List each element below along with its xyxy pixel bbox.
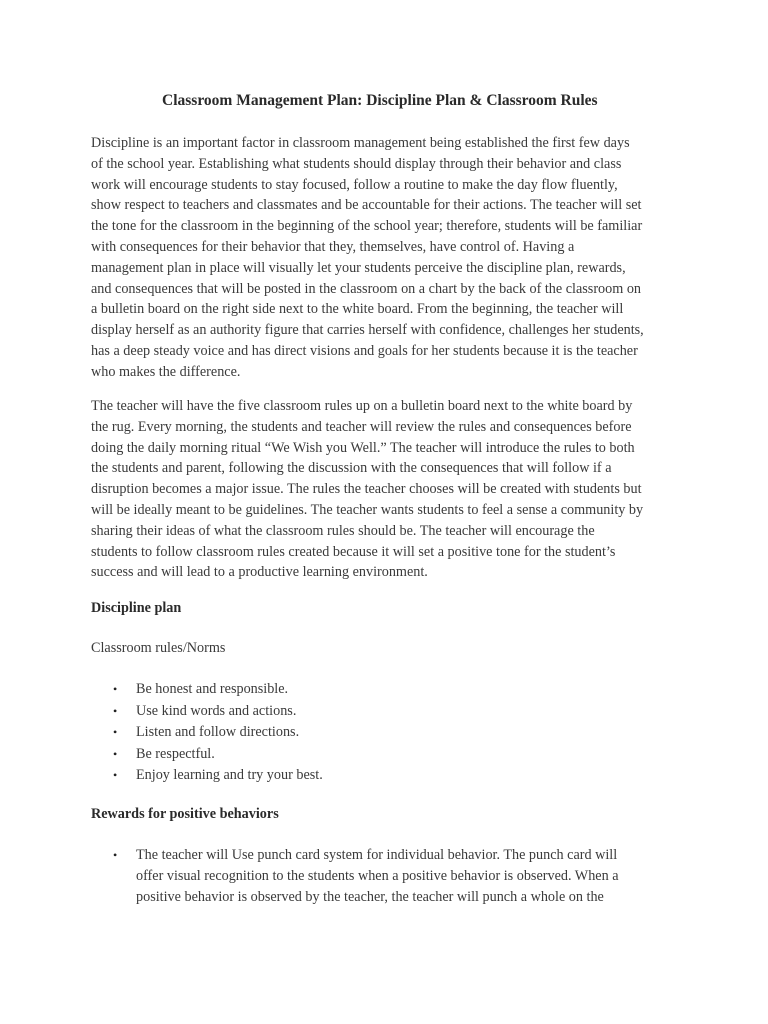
bullet-icon: •: [113, 725, 118, 740]
reward-line: The teacher will Use punch card system for individual behavior. The punch card will: [136, 847, 618, 863]
bullet-icon: •: [113, 848, 118, 862]
intro-paragraph: [91, 133, 691, 383]
bullet-icon: •: [113, 682, 118, 696]
rule-text: Be honest and responsible.: [136, 681, 289, 697]
paragraph-line: has a deep steady voice and has direct visions and goals for her students because it is the teacher: [91, 342, 638, 359]
paragraph-line: who makes the difference.: [91, 363, 241, 380]
reward-line: positive behavior is observed by the teacher, the teacher will punch a whole on the: [136, 889, 604, 905]
classroom-rules-subheading: Classroom rules/Norms: [91, 640, 226, 656]
paragraph-line: display herself as an authority figure that carries herself with confidence, challenges her students,: [91, 322, 644, 339]
bullet-icon: •: [113, 768, 118, 783]
paragraph-line: with consequences for their behavior that they, themselves, have control of. Having a: [91, 238, 575, 255]
list-item: [0, 722, 300, 744]
reward-text: [136, 845, 696, 908]
paragraph-line: Discipline is an important factor in classroom management being established the first few days: [91, 135, 630, 151]
paragraph-line: students to follow classroom rules created because it will set a positive tone for the student’s: [91, 543, 616, 560]
paragraph-line: the students and parent, following the discussion with the consequences that will follow if a: [91, 460, 612, 477]
bullet-icon: •: [113, 746, 118, 761]
reward-line: offer visual recognition to the students when a positive behavior is observed. When a: [136, 868, 619, 884]
paragraph-line: of the school year. Establishing what students should display through their behavior and class: [91, 155, 622, 172]
paragraph-line: The teacher will have the five classroom rules up on a bulletin board next to the white board by: [91, 398, 633, 414]
paragraph-line: the tone for the classroom in the beginning of the school year; therefore, students will be familiar: [91, 218, 643, 235]
list-item: [0, 701, 297, 723]
paragraph-line: the rug. Every morning, the students and teacher will review the rules and consequences before: [91, 418, 632, 435]
paragraph-line: sharing their ideas of what the classroom rules should be. The teacher will encourage the: [91, 522, 595, 539]
list-item: [0, 679, 289, 701]
classroom-rules-list: [0, 679, 323, 787]
paragraph-line: a bulletin board on the right side next to the white board. From the beginning, the teacher will: [91, 301, 624, 318]
paragraph-line: show respect to teachers and classmates and be accountable for their actions. The teacher will set: [91, 197, 642, 214]
paragraph-line: doing the daily morning ritual “We Wish you Well.” The teacher will introduce the rules to both: [91, 439, 635, 456]
document-title: Classroom Management Plan: Discipline Plan & Classroom Rules: [162, 92, 598, 109]
list-item: [0, 845, 619, 908]
paragraph-line: management plan in place will visually let your students perceive the discipline plan, rewards,: [91, 259, 626, 276]
rewards-heading: Rewards for positive behaviors: [91, 806, 279, 822]
rule-text: Enjoy learning and try your best.: [136, 767, 323, 784]
rule-text: Use kind words and actions.: [136, 702, 297, 719]
rule-text: Be respectful.: [136, 745, 215, 762]
bullet-icon: •: [113, 703, 118, 718]
paragraph-line: and consequences that will be posted in the classroom on a chart by the back of the classroom on: [91, 280, 642, 297]
rule-text: Listen and follow directions.: [136, 724, 300, 741]
discipline-plan-heading: Discipline plan: [91, 600, 182, 616]
paragraph-line: disruption becomes a major issue. The rules the teacher chooses will be created with students but: [91, 481, 642, 498]
list-item: [0, 765, 323, 787]
rules-paragraph: [91, 396, 691, 583]
paragraph-line: work will encourage students to stay focused, follow a routine to make the day flow fluently,: [91, 176, 618, 193]
rewards-list: [0, 845, 619, 908]
paragraph-line: success and will lead to a productive learning environment.: [91, 564, 428, 581]
paragraph-line: will be ideally meant to be guidelines. The teacher wants students to feel a sense a community by: [91, 501, 644, 518]
list-item: [0, 744, 215, 766]
